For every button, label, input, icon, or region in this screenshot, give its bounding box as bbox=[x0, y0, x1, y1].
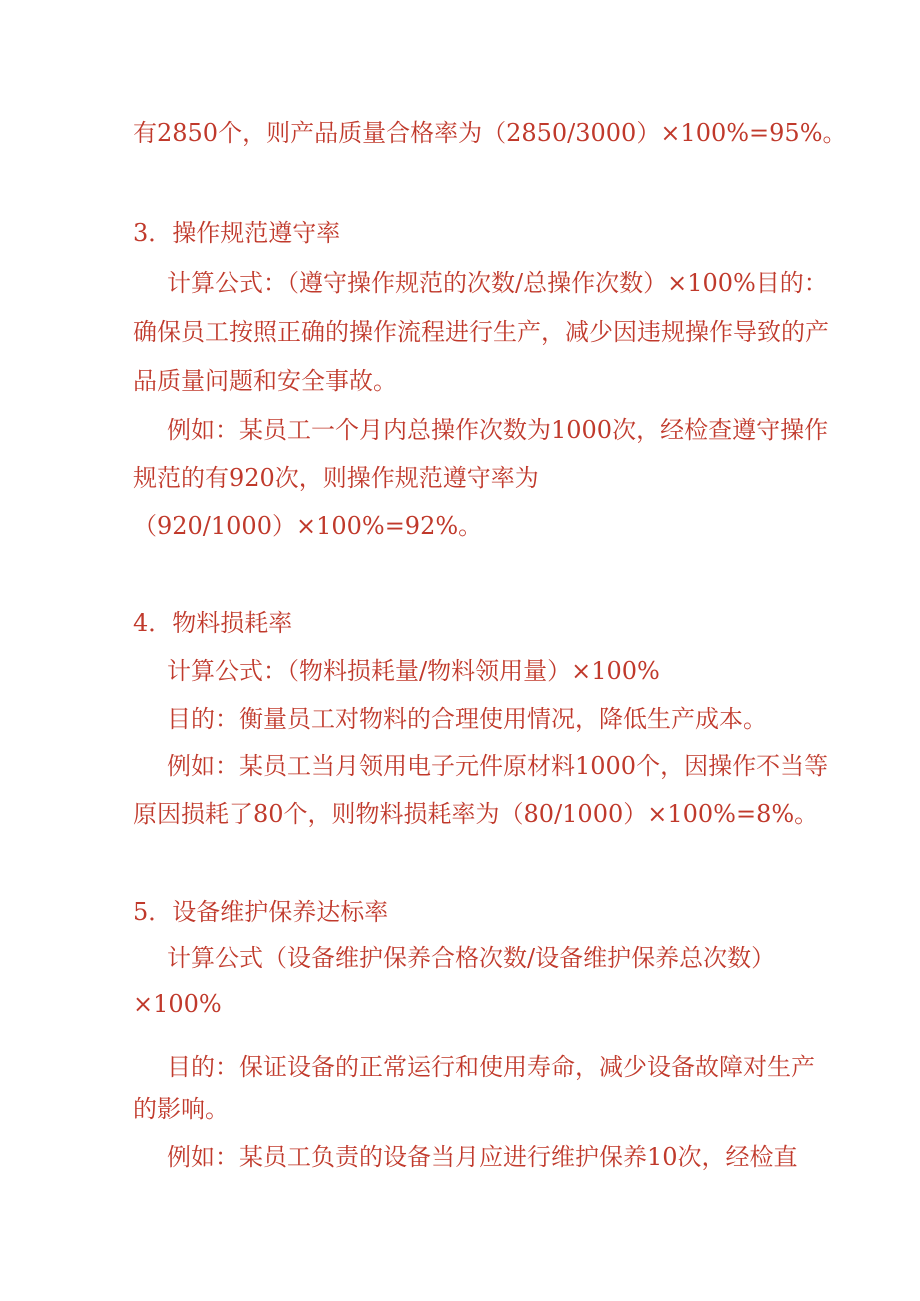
section-4-example-line-2: 原因损耗了80个，则物料损耗率为（80/1000）×100%=8%。 bbox=[133, 800, 819, 828]
section-5-purpose-line-1: 目的：保证设备的正常运行和使用寿命，减少设备故障对生产 bbox=[167, 1053, 815, 1081]
section-3-heading: 3．操作规范遵守率 bbox=[133, 219, 341, 247]
section-5-example-line-1: 例如：某员工负责的设备当月应进行维护保养10次，经检直 bbox=[167, 1143, 798, 1171]
section-3-example-line-1: 例如：某员工一个月内总操作次数为1000次，经检查遵守操作 bbox=[167, 416, 829, 444]
section-5-formula-line-1: 计算公式（设备维护保养合格次数/设备维护保养总次数） bbox=[167, 944, 776, 972]
section-3-formula-line-3: 品质量问题和安全事故。 bbox=[133, 367, 397, 395]
section-4-purpose: 目的：衡量员工对物料的合理使用情况，降低生产成本。 bbox=[167, 705, 767, 733]
top-line: 有2850个，则产品质量合格率为（2850/3000）×100%=95%。 bbox=[133, 119, 847, 147]
section-5-purpose-line-2: 的影响。 bbox=[133, 1095, 229, 1123]
section-3-formula-line-2: 确保员工按照正确的操作流程进行生产，减少因违规操作导致的产 bbox=[133, 318, 829, 346]
section-3-example-line-2: 规范的有920次，则操作规范遵守率为 bbox=[133, 464, 539, 492]
section-4-heading: 4．物料损耗率 bbox=[133, 609, 293, 637]
section-4-example-line-1: 例如：某员工当月领用电子元件原材料1000个，因操作不当等 bbox=[167, 752, 829, 780]
section-5-heading: 5．设备维护保养达标率 bbox=[133, 898, 389, 926]
section-4-formula: 计算公式：（物料损耗量/物料领用量）×100% bbox=[167, 657, 660, 685]
section-3-example-line-3: （920/1000）×100%=92%。 bbox=[133, 512, 483, 540]
section-3-formula-line-1: 计算公式：（遵守操作规范的次数/总操作次数）×100%目的： bbox=[167, 269, 828, 297]
section-5-formula-line-2: ×100% bbox=[133, 990, 222, 1018]
